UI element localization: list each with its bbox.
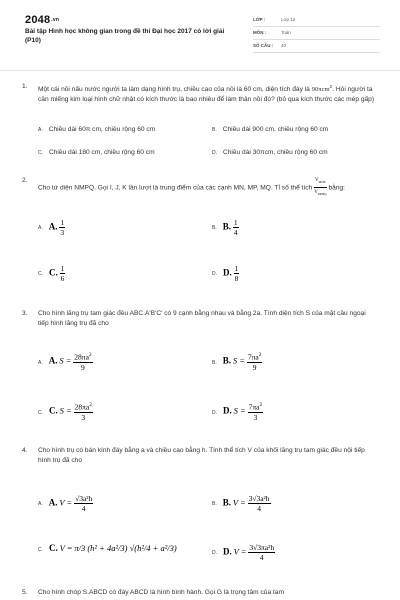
question-number: 5. [22,589,28,596]
q3-option-b[interactable]: B. B. S = $\frac{7\pi a^2}{9}$ [212,352,262,372]
meta-row-subject: MÔN : Toán [253,27,380,40]
q3-option-a[interactable]: A. A. S = $\frac{28\pi a^2}{9}$ [38,352,92,372]
q1-option-a[interactable]: A. Chiều dài 60π cm, chiều rộng 60 cm [38,126,156,133]
formula-expression: π/3 (h² + 4a²/3) √(h²/4 + a²/3) [74,543,177,553]
site-logo[interactable]: 2048.vn [25,14,60,26]
question-number: 2. [22,177,28,184]
meta-row-class: LỚP : Lớp 12 [253,14,380,27]
q1-option-c[interactable]: C. Chiều dài 180 cm, chiều rộng 60 cm [38,149,155,156]
question-number: 1. [22,83,28,90]
q4-option-a[interactable]: A. A. V = $\frac{\text{√3a²h}}{4}$ [38,494,93,513]
q2-option-c[interactable]: C. C. $\frac{1}{6}$ [38,264,65,283]
question-text: Một cái nồi nấu nước người ta làm dạng hình trụ, chiều cao của nồi là 60 cm, diện tích đáy là 90πcm$^2$. Hỏi người ta cần miếng kim loại hình chữ nhật có kích thước là bao nhiêu để làm thân nồi đó? (bỏ qua kích thước các mép gấp) [38,84,375,104]
q3-option-c[interactable]: C. C. S = $\frac{28\pi a^2}{3}$ [38,402,92,422]
q2-option-d[interactable]: D. D. $\frac{1}{8}$ [212,264,239,283]
meta-row-count: SỐ CÂU : 40 [253,40,380,53]
q2-option-b[interactable]: B. B. $\frac{1}{4}$ [212,218,238,237]
question-number: 3. [22,310,28,317]
q4-option-d[interactable]: D. D. V = $\frac{\text{3√3πa²h}}{4}$ [212,543,275,562]
q1-option-d[interactable]: D. Chiều dài 30πcm, chiều rộng 60 cm [212,149,328,156]
question-number: 4. [22,447,28,454]
document-header [25,14,380,58]
question-text: Cho hình trụ có bán kính đáy bằng a và chiều cao bằng h. Tính thể tích V của khối lăng trụ tam giác đều nội tiếp hình trụ đã cho [38,447,365,464]
q1-option-b[interactable]: B. Chiều dài 900 cm, chiều rộng 60 cm [212,126,329,133]
question-text: Cho hình lăng trụ tam giác đều ABC.A'B'C' có 9 cạnh bằng nhau và bằng 2a. Tính diện tích S của mặt cầu ngoại tiếp hình lăng trụ đã cho [38,310,366,327]
document-title: Bài tập Hình học không gian trong đề thi Đại học 2017 có lời giải (P10) [25,28,225,44]
header-divider [0,70,400,71]
q4-option-b[interactable]: B. B. V = $\frac{\text{3√3a²h}}{4}$ [212,494,270,513]
q2-option-a[interactable]: A. A. $\frac{1}{3}$ [38,218,65,237]
question-text: Cho hình chóp S.ABCD có đáy ABCD là hình bình hành. Gọi G là trọng tâm của tam [38,589,284,596]
meta-panel [253,14,380,53]
volume-ratio-fraction: $\frac{V_{MIJK}}{V_{MNPQ}}$ [314,178,327,196]
question-text: Cho tứ diện NMPQ. Gọi I, J, K lần lượt là trung điểm của các cạnh MN, MP, MQ. Tỉ số thể tích $\frac{V_{MIJK}}{V_{MNPQ}}$ bằng: [38,176,378,199]
q3-option-d[interactable]: D. D. S = $\frac{7\pi a^2}{3}$ [212,402,263,422]
q4-option-c[interactable]: C. C. V = π/3 (h² + 4a²/3) √(h²/4 + a²/3) [38,543,177,553]
